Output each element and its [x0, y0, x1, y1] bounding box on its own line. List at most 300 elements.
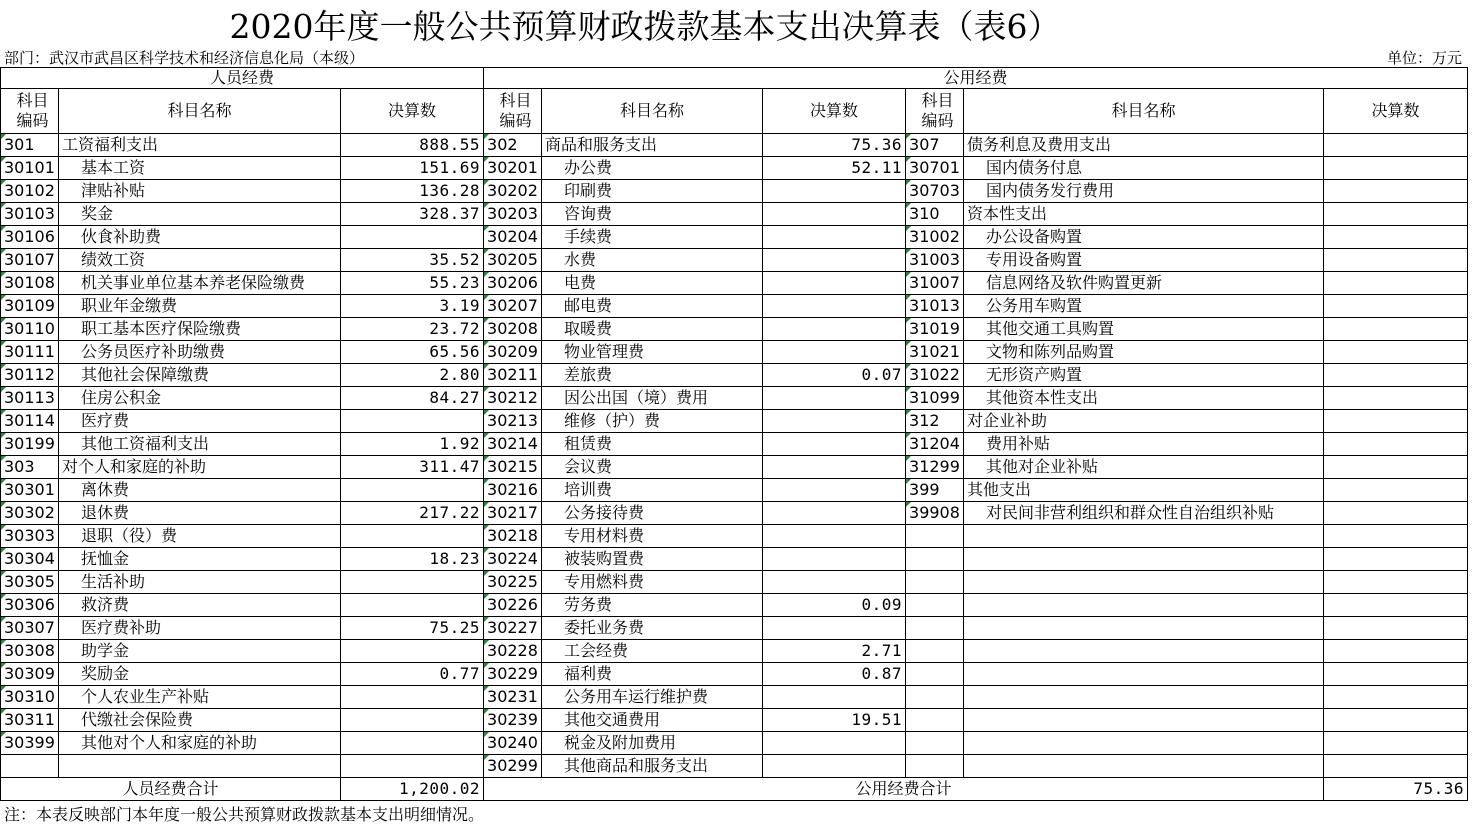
- name-cell: 医疗费补助: [59, 617, 341, 640]
- table-row: [1, 571, 1468, 594]
- amount-cell: 23.72: [341, 318, 484, 341]
- code-cell: 30214: [484, 433, 542, 456]
- column-header-amount: 决算数: [341, 89, 484, 134]
- code-cell: 30399: [1, 732, 59, 755]
- amount-cell: [341, 226, 484, 249]
- code-cell: 30306: [1, 594, 59, 617]
- amount-cell: [1324, 571, 1468, 594]
- name-cell: 奖金: [59, 203, 341, 226]
- amount-cell: 52.11: [763, 157, 906, 180]
- amount-cell: 55.23: [341, 272, 484, 295]
- column-header-code: 科目 编码: [906, 89, 964, 134]
- name-cell: 取暖费: [542, 318, 763, 341]
- amount-cell: [1324, 341, 1468, 364]
- name-cell: [59, 755, 341, 778]
- code-cell: 30227: [484, 617, 542, 640]
- code-cell: 30307: [1, 617, 59, 640]
- amount-cell: 3.19: [341, 295, 484, 318]
- code-cell: 31019: [906, 318, 964, 341]
- amount-cell: 2.80: [341, 364, 484, 387]
- amount-cell: [763, 433, 906, 456]
- name-cell: 费用补贴: [964, 433, 1324, 456]
- column-header-name: 科目名称: [964, 89, 1324, 134]
- code-cell: 30102: [1, 180, 59, 203]
- code-cell: 30206: [484, 272, 542, 295]
- public-total-value: 75.36: [1324, 778, 1468, 801]
- name-cell: 办公费: [542, 157, 763, 180]
- table-row: [1, 456, 1468, 479]
- amount-cell: [1324, 249, 1468, 272]
- name-cell: 工资福利支出: [59, 134, 341, 157]
- name-cell: 专用材料费: [542, 525, 763, 548]
- amount-cell: [763, 226, 906, 249]
- table-row: [1, 318, 1468, 341]
- table-row: [1, 226, 1468, 249]
- code-cell: 30112: [1, 364, 59, 387]
- amount-cell: [341, 686, 484, 709]
- code-cell: [1, 755, 59, 778]
- amount-cell: [341, 640, 484, 663]
- table-row: [1, 502, 1468, 525]
- amount-cell: [763, 479, 906, 502]
- amount-cell: 65.56: [341, 341, 484, 364]
- column-header-name: 科目名称: [59, 89, 341, 134]
- table-row: [1, 709, 1468, 732]
- amount-cell: [341, 410, 484, 433]
- name-cell: [964, 755, 1324, 778]
- column-header-amount: 决算数: [763, 89, 906, 134]
- code-cell: 30213: [484, 410, 542, 433]
- code-cell: 31299: [906, 456, 964, 479]
- name-cell: 助学金: [59, 640, 341, 663]
- code-cell: 301: [1, 134, 59, 157]
- table-row: [1, 617, 1468, 640]
- amount-cell: 75.25: [341, 617, 484, 640]
- code-cell: 307: [906, 134, 964, 157]
- name-cell: 邮电费: [542, 295, 763, 318]
- name-cell: [964, 709, 1324, 732]
- name-cell: 职工基本医疗保险缴费: [59, 318, 341, 341]
- code-cell: 30199: [1, 433, 59, 456]
- table-row: [1, 295, 1468, 318]
- name-cell: 绩效工资: [59, 249, 341, 272]
- amount-cell: [1324, 686, 1468, 709]
- name-cell: 专用设备购置: [964, 249, 1324, 272]
- code-cell: 31021: [906, 341, 964, 364]
- expenditure-table: [0, 67, 1468, 801]
- code-cell: [906, 686, 964, 709]
- amount-cell: [1324, 456, 1468, 479]
- name-cell: 其他对企业补贴: [964, 456, 1324, 479]
- code-cell: 30114: [1, 410, 59, 433]
- amount-cell: [341, 594, 484, 617]
- name-cell: [964, 640, 1324, 663]
- name-cell: 工会经费: [542, 640, 763, 663]
- table-row: [1, 157, 1468, 180]
- name-cell: 退休费: [59, 502, 341, 525]
- name-cell: [964, 617, 1324, 640]
- code-cell: 30231: [484, 686, 542, 709]
- amount-cell: [341, 479, 484, 502]
- amount-cell: [1324, 640, 1468, 663]
- code-cell: 30205: [484, 249, 542, 272]
- amount-cell: [1324, 295, 1468, 318]
- code-cell: 31002: [906, 226, 964, 249]
- name-cell: 培训费: [542, 479, 763, 502]
- code-cell: 30103: [1, 203, 59, 226]
- name-cell: 代缴社会保险费: [59, 709, 341, 732]
- amount-cell: [763, 755, 906, 778]
- code-cell: 30215: [484, 456, 542, 479]
- name-cell: 职业年金缴费: [59, 295, 341, 318]
- code-cell: 30201: [484, 157, 542, 180]
- name-cell: [964, 663, 1324, 686]
- code-cell: 30303: [1, 525, 59, 548]
- name-cell: 住房公积金: [59, 387, 341, 410]
- public-total-label: 公用经费合计: [484, 778, 1324, 801]
- code-cell: 30240: [484, 732, 542, 755]
- name-cell: 商品和服务支出: [542, 134, 763, 157]
- code-cell: 31022: [906, 364, 964, 387]
- name-cell: 无形资产购置: [964, 364, 1324, 387]
- amount-cell: [1324, 709, 1468, 732]
- code-cell: 30228: [484, 640, 542, 663]
- totals-row: [1, 778, 1468, 801]
- code-cell: 30110: [1, 318, 59, 341]
- table-row: [1, 732, 1468, 755]
- name-cell: 离休费: [59, 479, 341, 502]
- code-cell: 310: [906, 203, 964, 226]
- name-cell: 公务用车购置: [964, 295, 1324, 318]
- name-cell: 其他对个人和家庭的补助: [59, 732, 341, 755]
- amount-cell: 75.36: [763, 134, 906, 157]
- name-cell: 被装购置费: [542, 548, 763, 571]
- amount-cell: [341, 732, 484, 755]
- table-row: [1, 134, 1468, 157]
- amount-cell: [763, 341, 906, 364]
- name-cell: 退职（役）费: [59, 525, 341, 548]
- amount-cell: 84.27: [341, 387, 484, 410]
- code-cell: 30212: [484, 387, 542, 410]
- name-cell: 奖励金: [59, 663, 341, 686]
- code-cell: 30310: [1, 686, 59, 709]
- unit-label: 单位：万元: [1386, 49, 1462, 67]
- table-row: [1, 663, 1468, 686]
- amount-cell: [763, 410, 906, 433]
- department-label: 部门：武汉市武昌区科学技术和经济信息化局（本级）: [4, 49, 365, 67]
- table-row: [1, 364, 1468, 387]
- amount-cell: [763, 249, 906, 272]
- amount-cell: [1324, 203, 1468, 226]
- code-cell: 312: [906, 410, 964, 433]
- table-row: [1, 686, 1468, 709]
- amount-cell: [763, 525, 906, 548]
- code-cell: [906, 732, 964, 755]
- name-cell: 其他支出: [964, 479, 1324, 502]
- amount-cell: 888.55: [341, 134, 484, 157]
- table-row: [1, 387, 1468, 410]
- amount-cell: 136.28: [341, 180, 484, 203]
- name-cell: 其他交通费用: [542, 709, 763, 732]
- name-cell: 印刷费: [542, 180, 763, 203]
- name-cell: 其他社会保障缴费: [59, 364, 341, 387]
- table-row: [1, 548, 1468, 571]
- amount-cell: [1324, 318, 1468, 341]
- amount-cell: [763, 617, 906, 640]
- code-cell: 30216: [484, 479, 542, 502]
- code-cell: 30302: [1, 502, 59, 525]
- code-cell: [906, 548, 964, 571]
- code-cell: 30218: [484, 525, 542, 548]
- name-cell: 办公设备购置: [964, 226, 1324, 249]
- amount-cell: [1324, 594, 1468, 617]
- amount-cell: 311.47: [341, 456, 484, 479]
- name-cell: 电费: [542, 272, 763, 295]
- name-cell: 其他商品和服务支出: [542, 755, 763, 778]
- name-cell: 对民间非营利组织和群众性自治组织补贴: [964, 502, 1324, 525]
- amount-cell: 0.87: [763, 663, 906, 686]
- code-cell: 30207: [484, 295, 542, 318]
- table-row: [1, 525, 1468, 548]
- amount-cell: 0.77: [341, 663, 484, 686]
- name-cell: [964, 594, 1324, 617]
- amount-cell: [341, 525, 484, 548]
- amount-cell: [1324, 755, 1468, 778]
- code-cell: 31007: [906, 272, 964, 295]
- code-cell: 30109: [1, 295, 59, 318]
- code-cell: 31204: [906, 433, 964, 456]
- name-cell: 差旅费: [542, 364, 763, 387]
- table-row: [1, 640, 1468, 663]
- amount-cell: [763, 732, 906, 755]
- table-row: [1, 594, 1468, 617]
- name-cell: 伙食补助费: [59, 226, 341, 249]
- name-cell: 救济费: [59, 594, 341, 617]
- amount-cell: [1324, 134, 1468, 157]
- amount-cell: [763, 502, 906, 525]
- name-cell: 对企业补助: [964, 410, 1324, 433]
- amount-cell: [763, 272, 906, 295]
- code-cell: 30703: [906, 180, 964, 203]
- amount-cell: [1324, 663, 1468, 686]
- table-row: [1, 180, 1468, 203]
- name-cell: 抚恤金: [59, 548, 341, 571]
- amount-cell: [1324, 272, 1468, 295]
- amount-cell: [763, 318, 906, 341]
- code-cell: 303: [1, 456, 59, 479]
- name-cell: 债务利息及费用支出: [964, 134, 1324, 157]
- code-cell: 30108: [1, 272, 59, 295]
- name-cell: [964, 548, 1324, 571]
- code-cell: 31099: [906, 387, 964, 410]
- code-cell: 30311: [1, 709, 59, 732]
- code-cell: 30305: [1, 571, 59, 594]
- code-cell: 30113: [1, 387, 59, 410]
- amount-cell: [763, 548, 906, 571]
- name-cell: 公务接待费: [542, 502, 763, 525]
- name-cell: 机关事业单位基本养老保险缴费: [59, 272, 341, 295]
- name-cell: 水费: [542, 249, 763, 272]
- code-cell: 30299: [484, 755, 542, 778]
- amount-cell: [1324, 433, 1468, 456]
- code-cell: [906, 617, 964, 640]
- name-cell: 公务员医疗补助缴费: [59, 341, 341, 364]
- code-cell: 30208: [484, 318, 542, 341]
- name-cell: 对个人和家庭的补助: [59, 456, 341, 479]
- name-cell: 国内债务发行费用: [964, 180, 1324, 203]
- personnel-total-value: 1,200.02: [341, 778, 484, 801]
- name-cell: 专用燃料费: [542, 571, 763, 594]
- amount-cell: [1324, 479, 1468, 502]
- amount-cell: [763, 571, 906, 594]
- code-cell: 30111: [1, 341, 59, 364]
- code-cell: [906, 709, 964, 732]
- code-cell: 30309: [1, 663, 59, 686]
- code-cell: 30101: [1, 157, 59, 180]
- amount-cell: [763, 456, 906, 479]
- name-cell: 因公出国（境）费用: [542, 387, 763, 410]
- personnel-total-label: 人员经费合计: [1, 778, 341, 801]
- code-cell: 30203: [484, 203, 542, 226]
- amount-cell: [763, 387, 906, 410]
- amount-cell: 0.09: [763, 594, 906, 617]
- code-cell: [906, 594, 964, 617]
- name-cell: 委托业务费: [542, 617, 763, 640]
- report-title: 2020年度一般公共预算财政拨款基本支出决算表（表6）: [229, 7, 1061, 46]
- name-cell: 会议费: [542, 456, 763, 479]
- amount-cell: 35.52: [341, 249, 484, 272]
- name-cell: 劳务费: [542, 594, 763, 617]
- code-cell: 30204: [484, 226, 542, 249]
- amount-cell: [1324, 226, 1468, 249]
- amount-cell: [763, 180, 906, 203]
- amount-cell: [341, 755, 484, 778]
- name-cell: 资本性支出: [964, 203, 1324, 226]
- name-cell: 咨询费: [542, 203, 763, 226]
- amount-cell: [341, 709, 484, 732]
- group-header-personnel: 人员经费: [1, 68, 484, 89]
- amount-cell: [1324, 410, 1468, 433]
- name-cell: [964, 571, 1324, 594]
- code-cell: [906, 755, 964, 778]
- amount-cell: 217.22: [341, 502, 484, 525]
- column-header-code: 科目 编码: [1, 89, 59, 134]
- column-header-name: 科目名称: [542, 89, 763, 134]
- table-row: [1, 410, 1468, 433]
- column-header-amount: 决算数: [1324, 89, 1468, 134]
- code-cell: 30301: [1, 479, 59, 502]
- table-row: [1, 479, 1468, 502]
- name-cell: 医疗费: [59, 410, 341, 433]
- name-cell: 其他工资福利支出: [59, 433, 341, 456]
- code-cell: 302: [484, 134, 542, 157]
- code-cell: [906, 663, 964, 686]
- table-row: [1, 755, 1468, 778]
- name-cell: 物业管理费: [542, 341, 763, 364]
- code-cell: [906, 525, 964, 548]
- code-cell: 31013: [906, 295, 964, 318]
- code-cell: [906, 640, 964, 663]
- name-cell: 津贴补贴: [59, 180, 341, 203]
- name-cell: 福利费: [542, 663, 763, 686]
- table-row: [1, 272, 1468, 295]
- name-cell: 租赁费: [542, 433, 763, 456]
- amount-cell: [1324, 364, 1468, 387]
- footnote: 注：本表反映部门本年度一般公共预算财政拨款基本支出明细情况。: [4, 805, 485, 824]
- code-cell: 39908: [906, 502, 964, 525]
- name-cell: 国内债务付息: [964, 157, 1324, 180]
- table-row: [1, 433, 1468, 456]
- name-cell: 手续费: [542, 226, 763, 249]
- name-cell: [964, 732, 1324, 755]
- amount-cell: 19.51: [763, 709, 906, 732]
- amount-cell: [1324, 617, 1468, 640]
- code-cell: 30224: [484, 548, 542, 571]
- name-cell: 生活补助: [59, 571, 341, 594]
- amount-cell: [1324, 732, 1468, 755]
- name-cell: 税金及附加费用: [542, 732, 763, 755]
- group-header-public: 公用经费: [484, 68, 1468, 89]
- name-cell: 维修（护）费: [542, 410, 763, 433]
- code-cell: 30226: [484, 594, 542, 617]
- code-cell: 31003: [906, 249, 964, 272]
- amount-cell: [1324, 525, 1468, 548]
- amount-cell: [1324, 548, 1468, 571]
- amount-cell: 2.71: [763, 640, 906, 663]
- name-cell: 公务用车运行维护费: [542, 686, 763, 709]
- name-cell: 基本工资: [59, 157, 341, 180]
- code-cell: 30209: [484, 341, 542, 364]
- amount-cell: 328.37: [341, 203, 484, 226]
- amount-cell: [1324, 180, 1468, 203]
- amount-cell: [763, 686, 906, 709]
- code-cell: [906, 571, 964, 594]
- code-cell: 30229: [484, 663, 542, 686]
- amount-cell: [1324, 387, 1468, 410]
- amount-cell: [1324, 157, 1468, 180]
- name-cell: [964, 525, 1324, 548]
- code-cell: 30211: [484, 364, 542, 387]
- code-cell: 30225: [484, 571, 542, 594]
- name-cell: 信息网络及软件购置更新: [964, 272, 1324, 295]
- amount-cell: 151.69: [341, 157, 484, 180]
- name-cell: 其他交通工具购置: [964, 318, 1324, 341]
- amount-cell: [1324, 502, 1468, 525]
- code-cell: 30106: [1, 226, 59, 249]
- amount-cell: [763, 295, 906, 318]
- name-cell: 个人农业生产补贴: [59, 686, 341, 709]
- code-cell: 30217: [484, 502, 542, 525]
- amount-cell: [341, 571, 484, 594]
- table-row: [1, 341, 1468, 364]
- amount-cell: 1.92: [341, 433, 484, 456]
- column-header-code: 科目 编码: [484, 89, 542, 134]
- code-cell: 30107: [1, 249, 59, 272]
- name-cell: 其他资本性支出: [964, 387, 1324, 410]
- code-cell: 30308: [1, 640, 59, 663]
- code-cell: 30202: [484, 180, 542, 203]
- code-cell: 30239: [484, 709, 542, 732]
- name-cell: [964, 686, 1324, 709]
- code-cell: 30304: [1, 548, 59, 571]
- table-row: [1, 249, 1468, 272]
- code-cell: 399: [906, 479, 964, 502]
- name-cell: 文物和陈列品购置: [964, 341, 1324, 364]
- code-cell: 30701: [906, 157, 964, 180]
- amount-cell: 0.07: [763, 364, 906, 387]
- table-row: [1, 203, 1468, 226]
- amount-cell: [763, 203, 906, 226]
